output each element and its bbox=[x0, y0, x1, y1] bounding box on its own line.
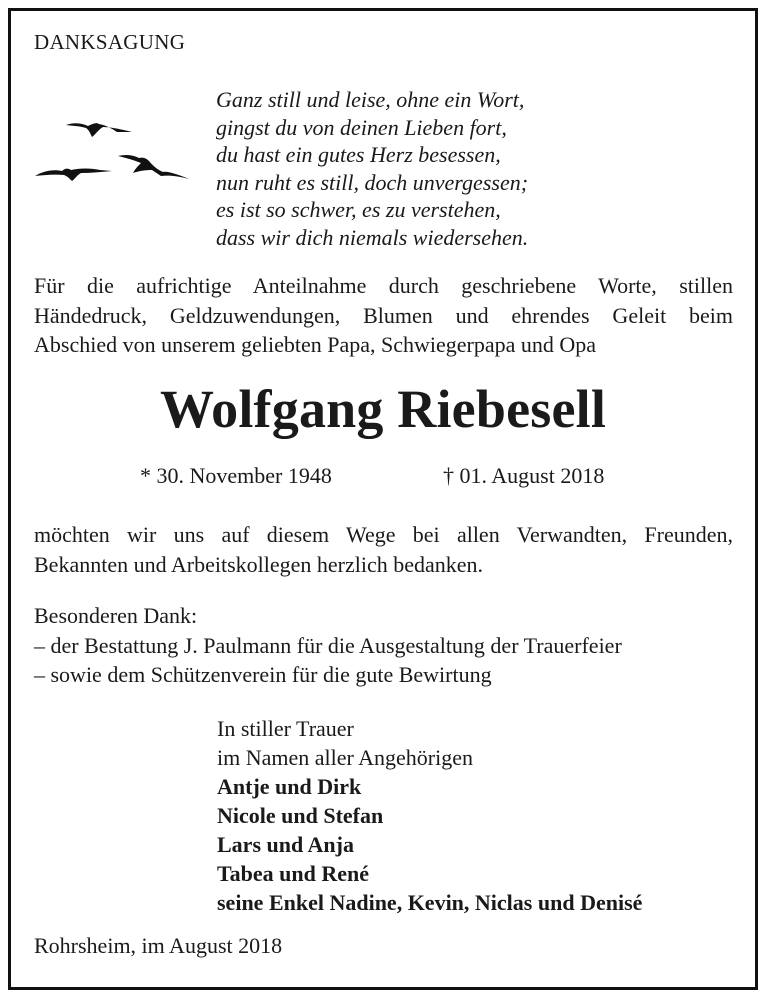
flying-birds-icon bbox=[32, 115, 197, 185]
special-thanks-line: Besonderen Dank: bbox=[34, 603, 198, 628]
thanks-line: möchten wir uns auf diesem Wege bei allen Verwandten, Freunden, bbox=[34, 522, 733, 547]
mourner-name: Antje und Dirk bbox=[217, 774, 362, 799]
poem-line: nun ruht es still, doch unvergessen; bbox=[216, 169, 529, 195]
intro-paragraph bbox=[34, 271, 733, 360]
intro-line: Händedruck, Geldzuwendungen, Blumen und ehrendes Geleit beim bbox=[34, 302, 733, 328]
birth-date: * 30. November 1948 bbox=[140, 463, 332, 488]
poem-line: du hast ein gutes Herz besessen, bbox=[216, 142, 501, 167]
bird-top-icon bbox=[66, 123, 132, 137]
mourner-name: Tabea und René bbox=[217, 861, 370, 886]
mourner-name: Nicole und Stefan bbox=[217, 803, 384, 828]
intro-line: Für die aufrichtige Anteilnahme durch geschriebene Worte, stillen bbox=[34, 273, 733, 298]
poem-line: dass wir dich niemals wiedersehen. bbox=[216, 224, 529, 250]
special-thanks-line: – sowie dem Schützenverein für die gute Bewirtung bbox=[34, 662, 492, 687]
poem-line: gingst du von deinen Lieben fort, bbox=[216, 114, 507, 140]
poem-line: es ist so schwer, es zu verstehen, bbox=[216, 197, 501, 222]
signature-block bbox=[217, 714, 642, 917]
deceased-name: Wolfgang Riebesell bbox=[159, 379, 607, 439]
mourner-name: seine Enkel Nadine, Kevin, Niclas und Denisé bbox=[217, 890, 643, 915]
thanks-line: Bekannten und Arbeitskollegen herzlich bedanken. bbox=[34, 551, 484, 577]
signature-intro-line: In stiller Trauer bbox=[217, 716, 354, 741]
bird-left-icon bbox=[35, 169, 112, 182]
mourner-name: Lars und Anja bbox=[217, 832, 354, 857]
place-date: Rohrsheim, im August 2018 bbox=[34, 933, 283, 958]
death-date: † 01. August 2018 bbox=[443, 463, 605, 488]
poem bbox=[216, 86, 528, 251]
thanks-paragraph bbox=[34, 520, 733, 579]
notice-heading: DANKSAGUNG bbox=[34, 30, 186, 54]
special-thanks bbox=[34, 601, 622, 690]
special-thanks-line: – der Bestattung J. Paulmann für die Ausgestaltung der Trauerfeier bbox=[34, 632, 622, 658]
bird-right-icon bbox=[118, 155, 189, 179]
poem-line: Ganz still und leise, ohne ein Wort, bbox=[216, 87, 525, 112]
intro-line: Abschied von unserem geliebten Papa, Schwiegerpapa und Opa bbox=[34, 332, 597, 357]
signature-intro-line: im Namen aller Angehörigen bbox=[217, 745, 473, 770]
